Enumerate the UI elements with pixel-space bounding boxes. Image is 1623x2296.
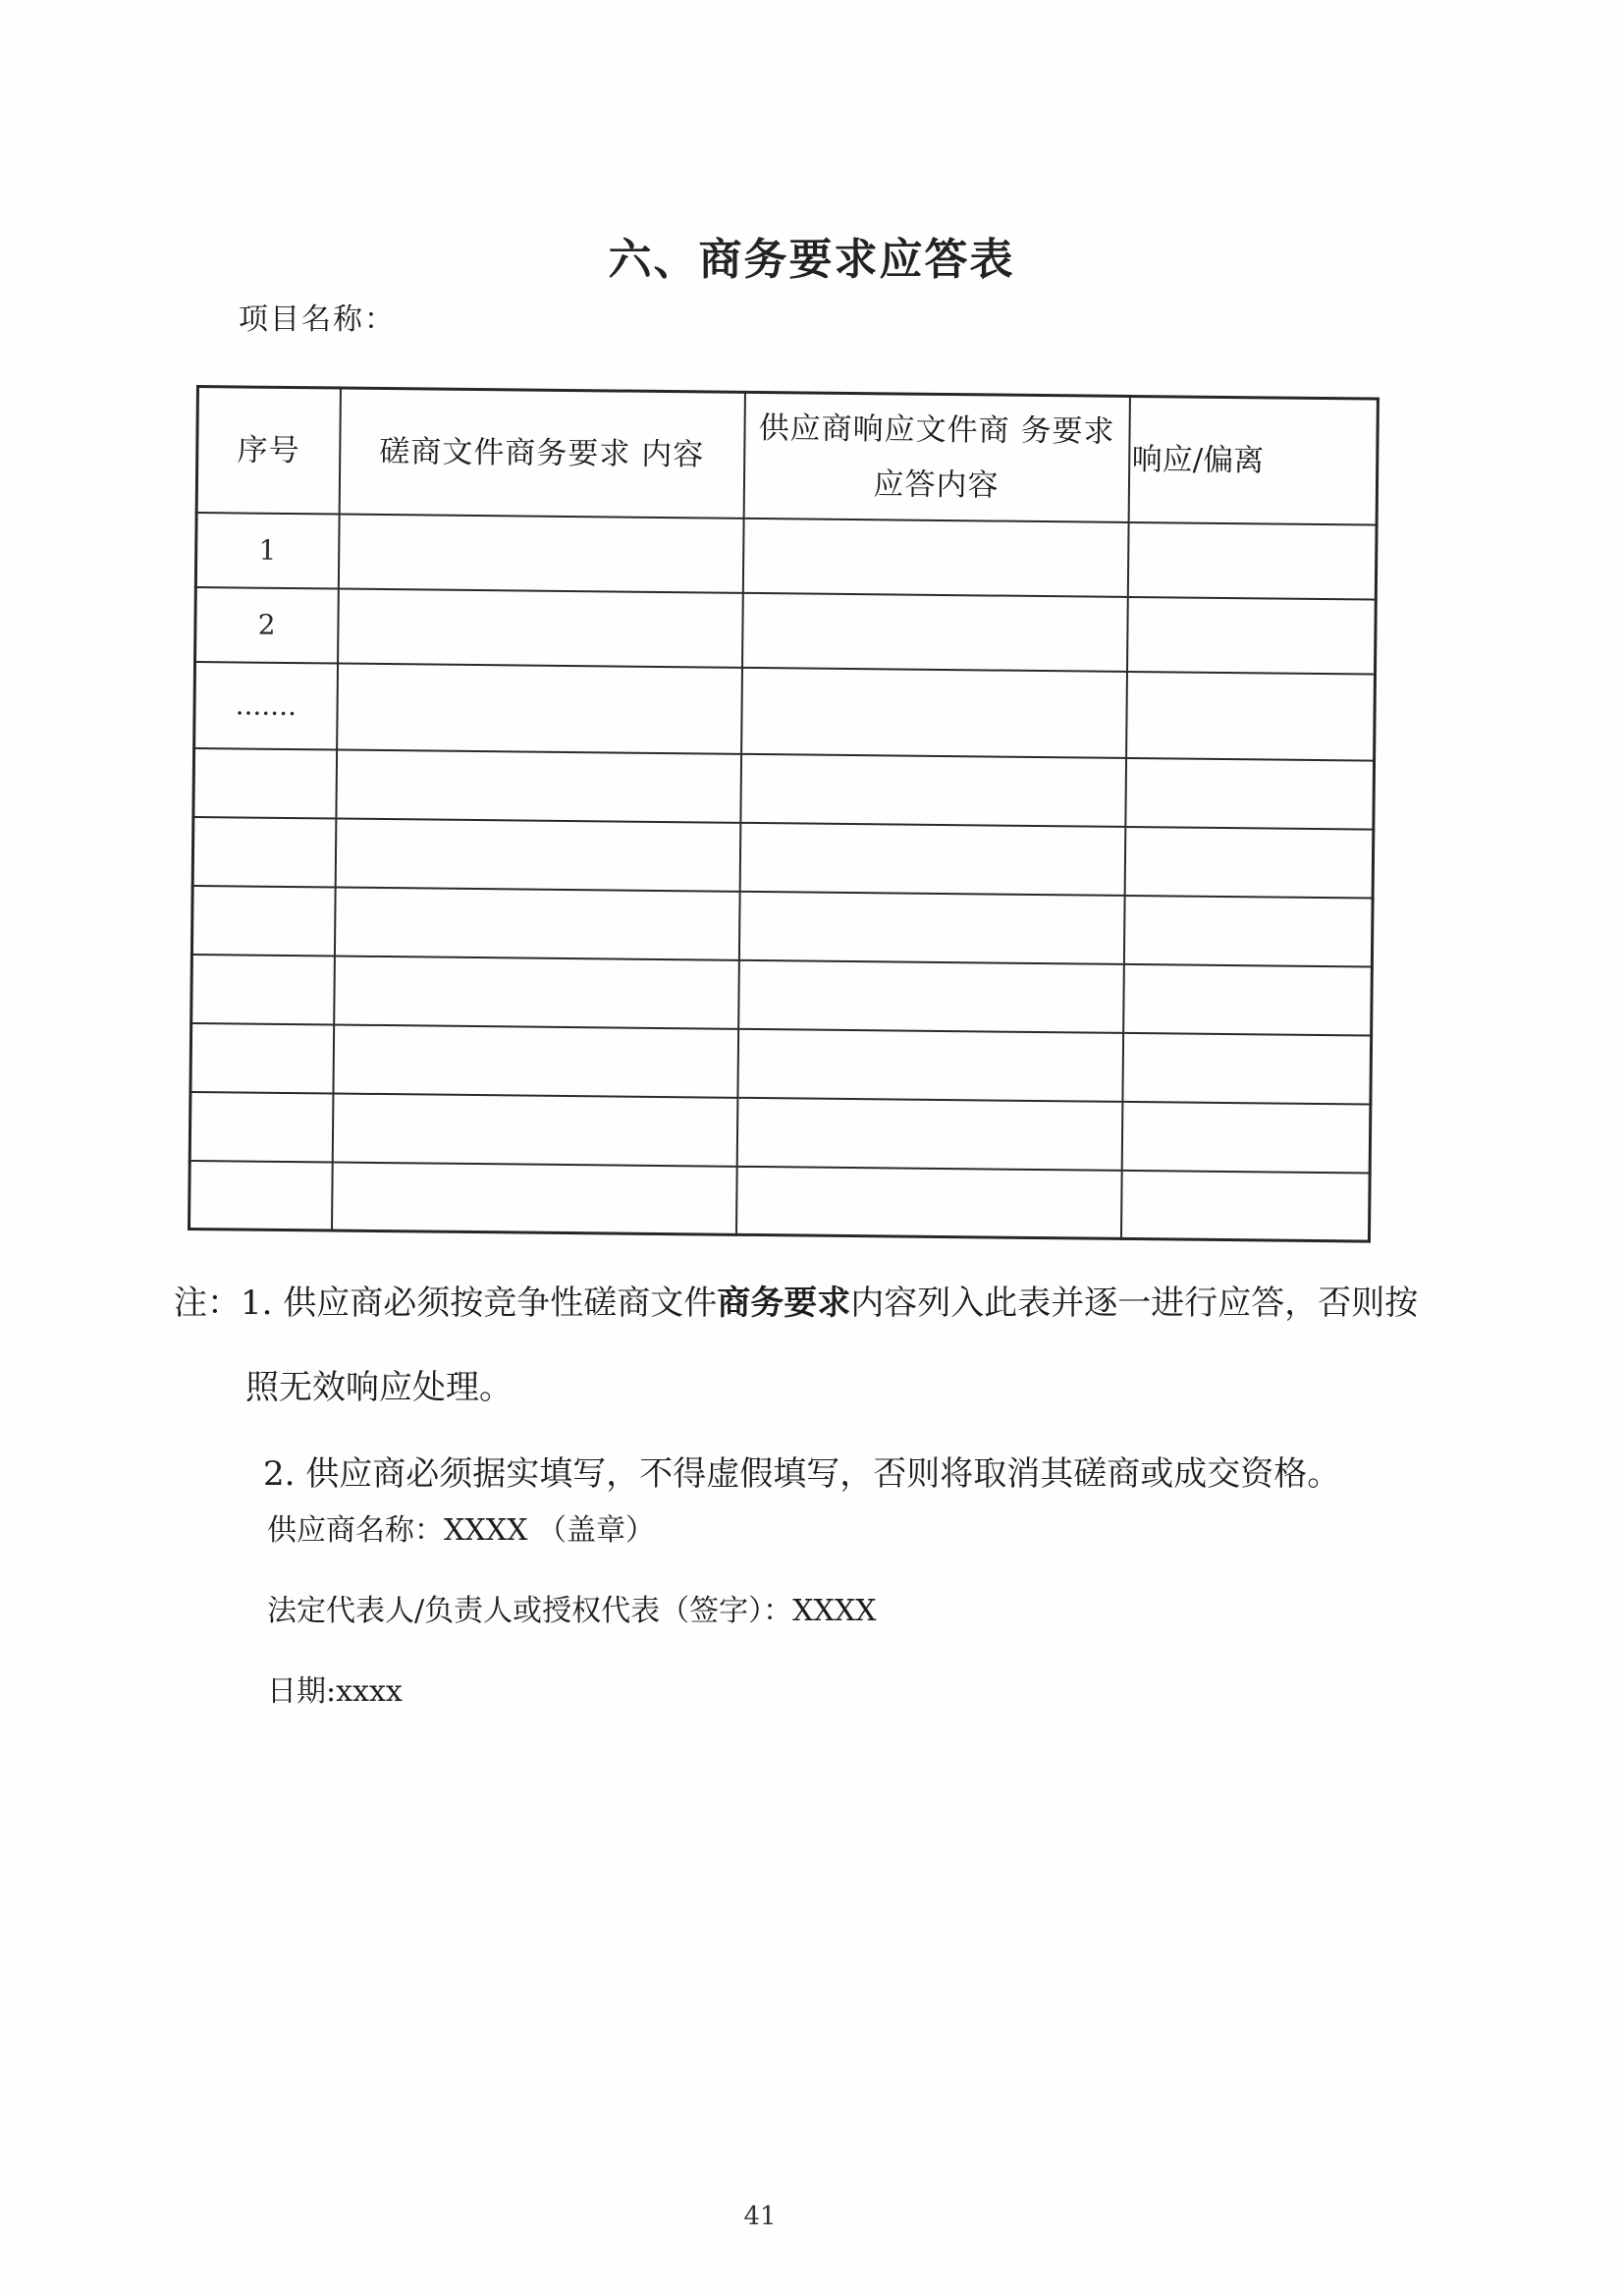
note-1-line-1: [174, 1281, 1480, 1326]
cell-deviation: [1123, 963, 1373, 1035]
cell-deviation: [1123, 895, 1373, 966]
requirements-response-table: [188, 385, 1380, 1243]
cell-requirement: [333, 1024, 738, 1097]
note-1-bold-term: 商务要求: [717, 1284, 851, 1323]
table-row: [190, 1022, 1372, 1104]
cell-serial-number: .......: [194, 662, 338, 750]
cell-deviation: [1127, 521, 1377, 599]
table-header-row: [196, 387, 1378, 525]
cell-requirement: [334, 887, 739, 959]
cell-requirement: [337, 663, 742, 753]
cell-serial-number: [189, 1160, 332, 1230]
document-title: 六、商务要求应答表: [608, 235, 1015, 285]
cell-response: [735, 1166, 1121, 1238]
table-row: [195, 513, 1377, 600]
cell-deviation: [1122, 1032, 1372, 1104]
cell-requirement: [331, 1162, 736, 1234]
cell-serial-number: [193, 747, 337, 818]
table-row: [194, 662, 1376, 761]
cell-response: [738, 891, 1124, 963]
project-name-label: 项目名称：: [239, 302, 396, 337]
header-requirement-content: 磋商文件商务要求 内容: [339, 388, 744, 518]
table-row: [191, 954, 1373, 1035]
cell-response: [736, 1097, 1122, 1170]
cell-deviation: [1125, 757, 1375, 829]
legal-representative-line: 法定代表人/负责人或授权代表（签字）：XXXX: [267, 1594, 877, 1628]
note-1-suffix: 内容列入此表并逐一进行应答，否则按: [850, 1284, 1419, 1323]
cell-serial-number: [189, 1091, 333, 1162]
cell-serial-number: [190, 1022, 334, 1093]
cell-requirement: [332, 1093, 737, 1166]
cell-requirement: [336, 749, 741, 822]
cell-deviation: [1124, 826, 1374, 898]
cell-serial-number: 1: [195, 513, 339, 589]
note-label: 注：: [174, 1284, 241, 1323]
note-1-line-2: 照无效响应处理。: [245, 1368, 513, 1407]
header-response-content: 供应商响应文件商 务要求 应答内容: [743, 392, 1129, 521]
cell-response: [738, 959, 1124, 1032]
notes-section: [174, 1281, 1480, 1497]
signature-section: [267, 1510, 877, 1752]
cell-requirement: [338, 514, 743, 592]
page-number: 41: [743, 2202, 777, 2231]
table-row: [189, 1160, 1370, 1241]
date-line: 日期:xxxx: [267, 1674, 403, 1709]
header-serial-number: 序号: [196, 387, 340, 515]
table-row: [191, 885, 1373, 966]
cell-serial-number: 2: [195, 587, 339, 664]
cell-serial-number: [191, 885, 335, 956]
supplier-name-line: 供应商名称：XXXX （盖章）: [267, 1513, 655, 1548]
cell-requirement: [335, 818, 740, 891]
cell-serial-number: [192, 816, 336, 887]
cell-response: [739, 822, 1125, 895]
cell-response: [737, 1028, 1123, 1101]
cell-deviation: [1127, 596, 1377, 674]
cell-response: [742, 592, 1128, 671]
table-row: [195, 587, 1377, 675]
cell-deviation: [1120, 1170, 1370, 1241]
cell-deviation: [1126, 671, 1376, 760]
cell-response: [742, 518, 1128, 596]
cell-requirement: [334, 956, 739, 1028]
cell-deviation: [1121, 1101, 1371, 1173]
cell-response: [740, 753, 1126, 826]
note-2: 2. 供应商必须据实填写，不得虚假填写，否则将取消其磋商或成交资格。: [263, 1454, 1341, 1494]
table-row: [189, 1091, 1371, 1173]
table-row: [192, 816, 1374, 898]
cell-serial-number: [191, 954, 335, 1024]
cell-response: [741, 667, 1127, 757]
cell-requirement: [338, 588, 743, 667]
table-row: [193, 747, 1375, 829]
note-1-prefix: 1. 供应商必须按竞争性磋商文件: [241, 1284, 718, 1323]
header-deviation: 响应/偏离: [1128, 396, 1378, 524]
